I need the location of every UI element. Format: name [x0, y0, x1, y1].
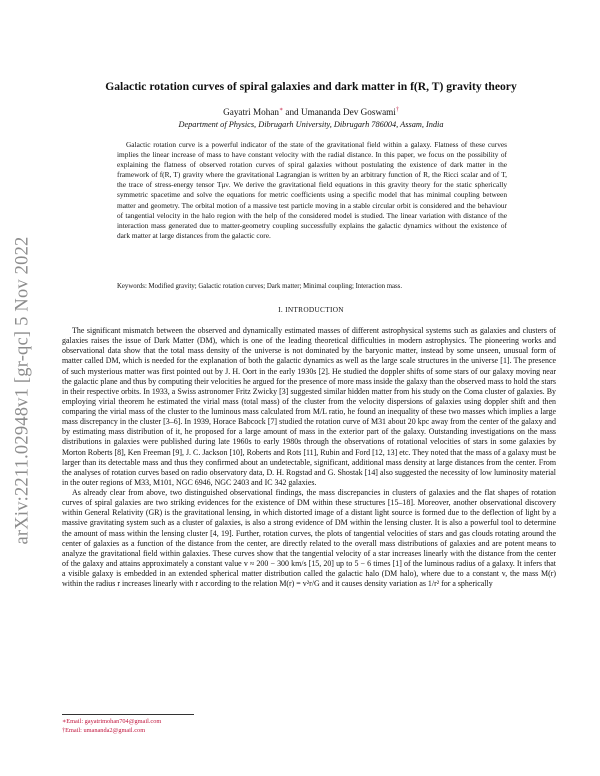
footnote-divider: [62, 714, 194, 715]
paper-title: Galactic rotation curves of spiral galaxies and dark matter in f(R, T) gravity theory: [105, 80, 517, 93]
introduction-body: [62, 326, 556, 589]
author-name: Umananda Dev Goswami: [300, 107, 396, 118]
footnotes: [62, 717, 362, 736]
author-footnote-mark[interactable]: †: [395, 107, 399, 113]
arxiv-identifier-sidebar: [8, 170, 38, 610]
keywords: Keywords: Modified gravity; Galactic rotation curves; Dark matter; Minimal coupling; Interaction mass.: [117, 283, 403, 290]
section-heading: I. INTRODUCTION: [278, 305, 344, 314]
author-footnote-mark[interactable]: ∗: [279, 107, 284, 113]
affiliation: Department of Physics, Dibrugarh University, Dibrugarh 786004, Assam, India: [178, 120, 444, 129]
author-name: Gayatri Mohan: [223, 107, 279, 118]
footnote-email-link[interactable]: †Email: umananda2@gmail.com: [62, 727, 146, 735]
author-line: [70, 106, 552, 117]
body-paragraph: As already clear from above, two distinguished observational findings, the mass discrepancies in clusters of galaxies and the flat shapes of rotation curves of spiral galaxies are two striking evidences for the existence of DM within these structures [15–18]. Moreover, another observational discovery within General Relativity (GR) is the gravitational lensing, in which distorted image of a distant light source is formed due to the deflection of light by a massive gravitating system such as a cluster of galaxies, is also a strong evidence of DM within the lensing cluster. It is also a powerful tool to determine the amount of mass within the lensing cluster [4, 19]. Further, rotation curves, the plots of tangential velocities of stars and gas clouds rotating around the center of galaxies as a function of the distance from the center, are directly related to the overall mass distributions of galaxies and are potent means to analyze the gravitational field within galaxies. These curves show that the tangential velocity of a star increases linearly with the distance from the center of the galaxy and attains approximately a constant value v ≈ 200 − 300 km/s [15, 20] up to 5 − 6 times [1] of the luminous radius of a galaxy. It infers that a visible galaxy is embedded in an extended spherical matter distribution called the galactic halo (DM halo), where due to a constant v, the mass M(r) within the radius r increases linearly with r according to the relation M(r) = v²r/G and it causes density variation as 1/r² for a spherically: [62, 488, 556, 589]
abstract: Galactic rotation curve is a powerful indicator of the state of the gravitational field within a galaxy. Flatness of these curves implies the linear increase of mass to have constant velocity with the radial distance. In this paper, we focus on the possibility of explaining the flatness of observed rotation curves of spiral galaxies without postulating the existence of dark matter in the framework of f(R, T) gravity where the gravitational Lagrangian is written by an arbitrary function of R, the Ricci scalar and of T, the trace of stress-energy tensor Tμν. We derive the gravitational field equations in this gravity theory for the static spherically symmetric spacetime and solve the equations for metric coefficients using a specific model that has minimal coupling between matter and geometry. The orbital motion of a massive test particle moving in a stable circular orbit is considered and the behaviour of tangential velocity in the halo region with the help of the considered model is studied. The linear variation with distance of the interaction mass generated due to matter-geometry coupling successfully explains the galactic dynamics without the existence of dark matter at large distances from the galactic core.: [117, 140, 507, 240]
footnote-email-link[interactable]: ∗Email: gayatrimohan704@gmail.com: [62, 718, 162, 725]
author-connector: and: [283, 107, 301, 118]
arxiv-identifier: arXiv:2211.02948v1 [gr-qc] 5 Nov 2022: [12, 236, 33, 544]
body-paragraph: The significant mismatch between the observed and dynamically estimated masses of different astrophysical systems such as galaxies and clusters of galaxies raises the issue of Dark Matter (DM), which is one of the leading theoretical difficulties in modern astrophysics. The pioneering works and observational data show that the total mass density of the universe is not dominated by the baryonic matter, instead by some unseen, unusual form of matter called DM, which is needed for the explanation of both the galactic dynamics as well as the large scale structures in the universe [1]. The presence of such mysterious matter was first pointed out by J. H. Oort in the early 1930s [2]. He studied the doppler shifts of some stars of our galaxy moving near the galactic plane and thus by computing their velocities he argued for the presence of more mass inside the galaxy than the observed mass to hold the stars in their respective orbits. In 1933, a Swiss astronomer Fritz Zwicky [3] suggested similar hidden matter from his study on the Coma cluster of galaxies. By employing virial theorem he estimated the virial mass (total mass) of the cluster from the velocity dispersions of galaxies using doppler shift and then comparing the virial mass of the cluster to the luminous mass calculated from M/L ratio, he found an inequality of these two masses which implies a large mass discrepancy in the cluster [3–6]. In 1939, Horace Babcock [7] studied the rotation curve of M31 about 20 kpc away from the center of the galaxy and by estimating mass distribution of it, he proposed for a large amount of mass in the exterior part of the galaxy. Outstanding investigations on the mass distributions in galaxies were published during late 1960s to early 1980s through the observations of rotational velocities of stars in some galaxies by Morton Roberts [8], Ken Freeman [9], J. C. Jackson [10], Roberts and Rots [11], Rubin and Ford [12, 13] etc. They noted that the mass of a galaxy must be larger than its detectable mass and thus they confirmed about an undetectable, significant, additional mass density at large distances from the center. From the analyses of rotation curves based on radio observatory data, D. H. Rogstad and G. Shostak [14] also suggested the necessity of low luminosity material in the outer regions of M33, M101, NGC 6946, NGC 2403 and IC 342 galaxies.: [62, 326, 556, 487]
